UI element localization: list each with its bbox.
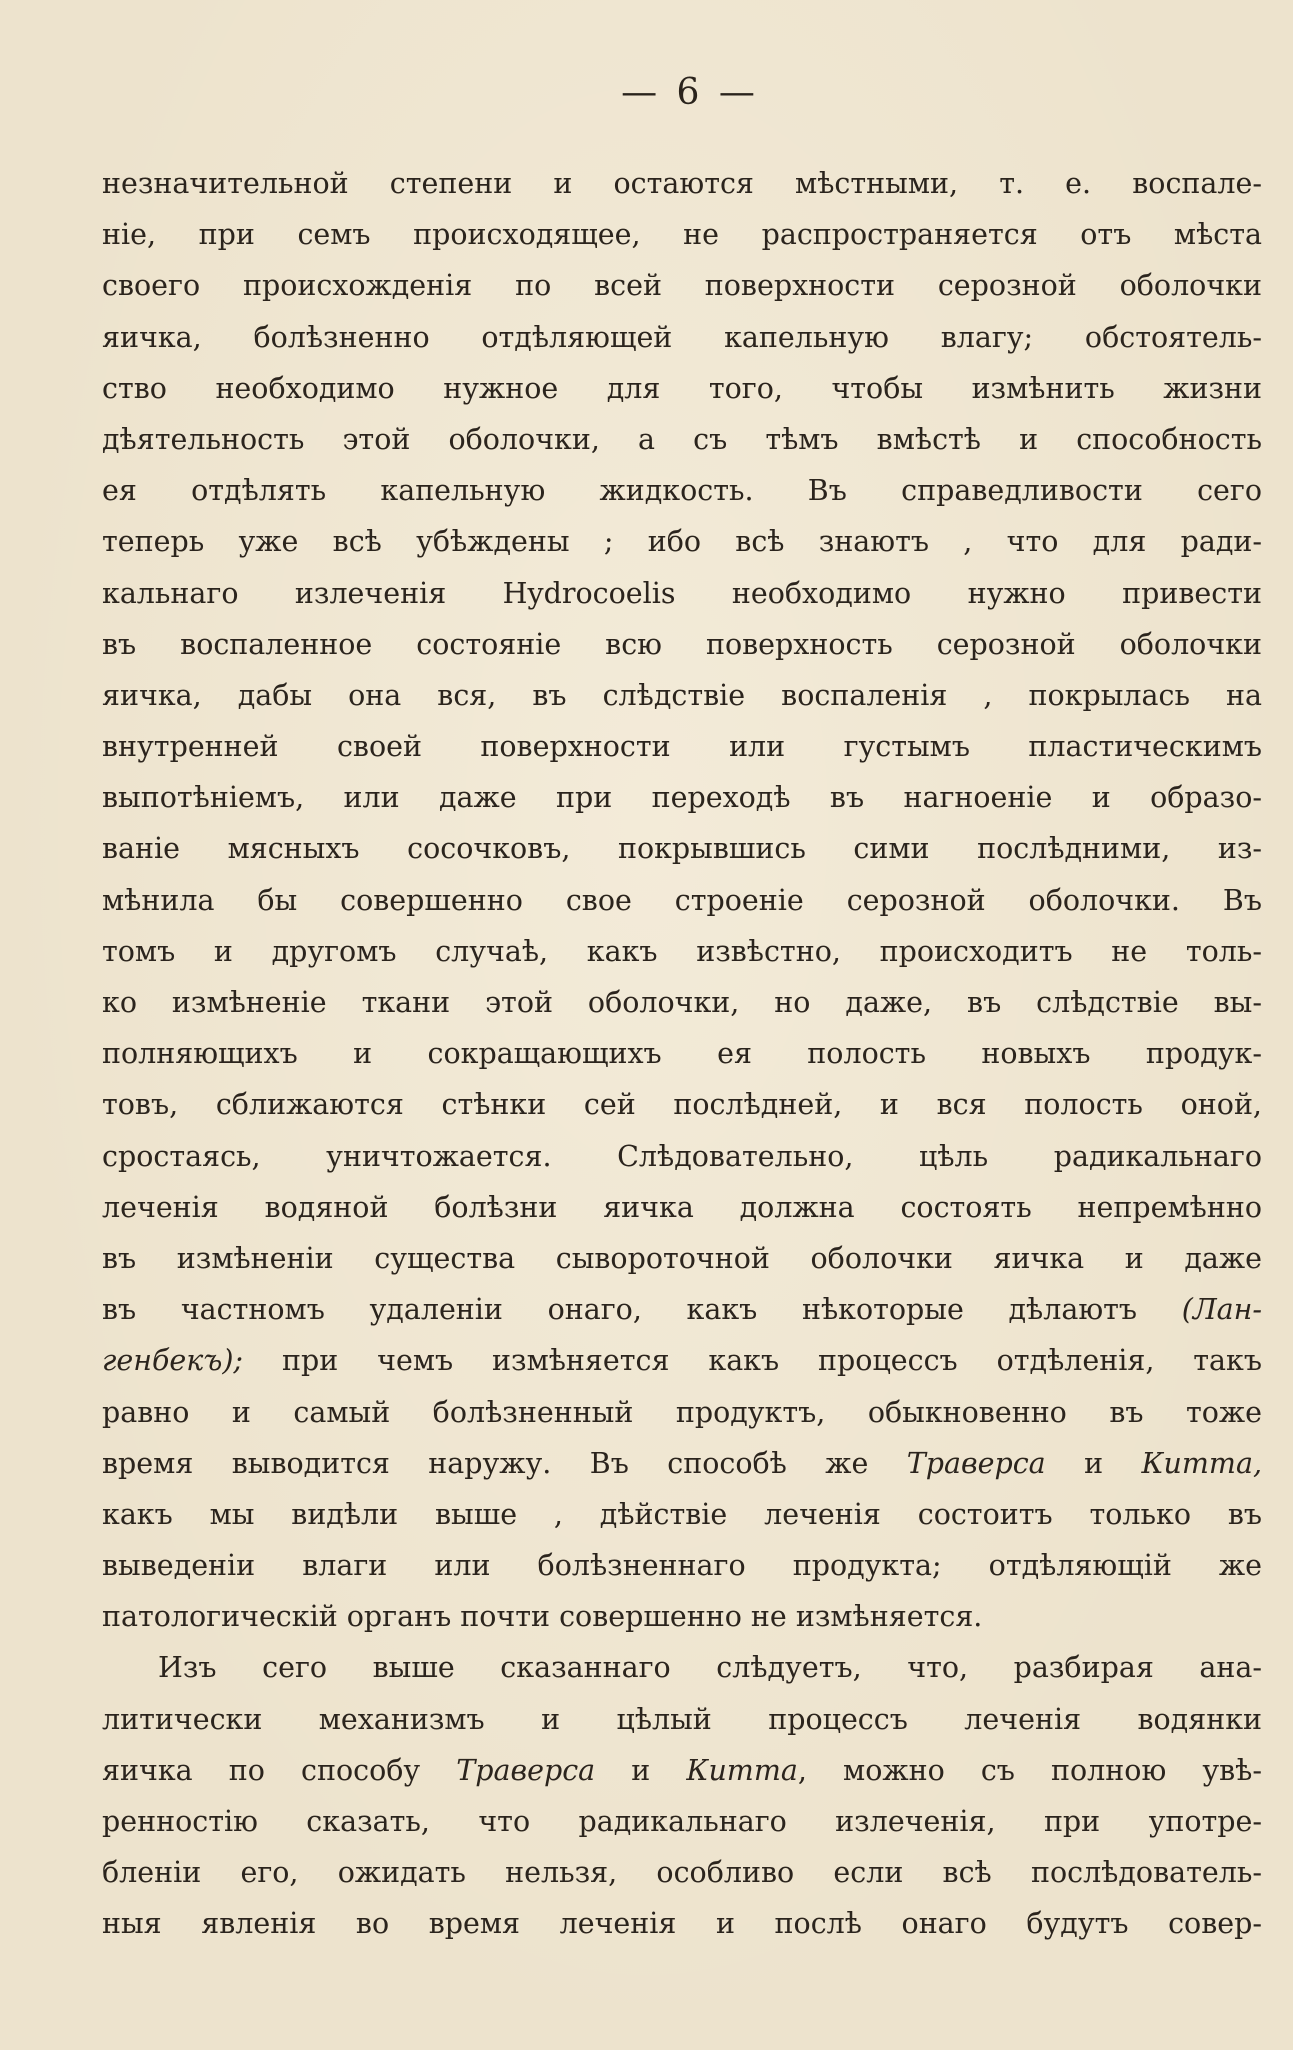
text-line bbox=[102, 1694, 1262, 1745]
text-segment: патологическій органъ почти совершенно не измѣняется. bbox=[102, 1600, 983, 1634]
text-line bbox=[102, 1745, 1262, 1796]
text-line bbox=[102, 1079, 1262, 1130]
text-line bbox=[102, 1335, 1262, 1386]
text-line bbox=[102, 1591, 1262, 1642]
italic-text: Траверса bbox=[456, 1753, 596, 1787]
text-line bbox=[102, 1131, 1262, 1182]
text-segment: ство необходимо нужное для того, чтобы измѣнить жизни bbox=[102, 371, 1262, 405]
italic-text: генбекъ); bbox=[102, 1344, 244, 1378]
italic-text: (Лан- bbox=[1181, 1293, 1262, 1327]
text-segment: какъ мы видѣли выше , дѣйствіе леченія состоитъ только въ bbox=[102, 1497, 1262, 1531]
text-line bbox=[102, 1796, 1262, 1847]
text-segment: дѣятельность этой оболочки, а съ тѣмъ вмѣстѣ и способность bbox=[102, 422, 1262, 456]
text-segment: ренностію сказать, что радикальнаго излеченія, при употре- bbox=[102, 1805, 1262, 1838]
text-segment: выпотѣніемъ, или даже при переходѣ въ нагноеніе и образо- bbox=[102, 781, 1262, 815]
text-line bbox=[102, 1387, 1262, 1438]
italic-text: Китта bbox=[686, 1753, 798, 1787]
text-segment: при чемъ измѣняется какъ процессъ отдѣленія, такъ bbox=[243, 1344, 1262, 1378]
text-segment: время выводится наружу. Въ способѣ же bbox=[102, 1446, 907, 1480]
text-line bbox=[102, 209, 1262, 260]
text-segment: литически механизмъ и цѣлый процессъ леченія водянки bbox=[102, 1702, 1262, 1736]
text-segment: теперь уже всѣ убѣждены ; ибо всѣ знаютъ , что для ради- bbox=[102, 525, 1262, 559]
text-segment: равно и самый болѣзненный продуктъ, обыкновенно въ тоже bbox=[102, 1395, 1262, 1429]
paragraph bbox=[102, 1642, 1262, 1949]
text-segment: внутренней своей поверхности или густымъ пластическимъ bbox=[102, 730, 1262, 764]
text-segment: полняющихъ и сокращающихъ ея полость новыхъ продук- bbox=[102, 1037, 1262, 1071]
text-line bbox=[102, 1028, 1262, 1079]
text-segment: своего происхожденія по всей поверхности серозной оболочки bbox=[102, 269, 1262, 303]
text-line bbox=[102, 1642, 1262, 1693]
text-segment: выведеніи влаги или болѣзненнаго продукта; отдѣляющій же bbox=[102, 1549, 1262, 1583]
text-line bbox=[102, 1233, 1262, 1284]
text-segment: ея отдѣлять капельную жидкость. Въ справедливости сего bbox=[102, 474, 1262, 508]
text-line bbox=[102, 1438, 1262, 1489]
text-line bbox=[102, 1540, 1262, 1591]
text-line bbox=[102, 568, 1262, 619]
text-segment: и bbox=[1045, 1446, 1142, 1480]
italic-text: Траверса bbox=[906, 1446, 1046, 1480]
italic-text: Китта, bbox=[1141, 1446, 1262, 1480]
text-line bbox=[102, 721, 1262, 772]
text-line bbox=[102, 823, 1262, 874]
text-line bbox=[102, 1898, 1262, 1949]
text-segment: ко измѣненіе ткани этой оболочки, но даже, въ слѣдствіе вы- bbox=[102, 986, 1262, 1019]
text-line bbox=[102, 363, 1262, 414]
text-segment: мѣнила бы совершенно свое строеніе серозной оболочки. Въ bbox=[102, 883, 1262, 917]
text-segment: въ частномъ удаленіи онаго, какъ нѣкоторые дѣлаютъ bbox=[102, 1293, 1182, 1327]
text-segment: товъ, сближаются стѣнки сей послѣдней, и вся полость оной, bbox=[102, 1088, 1262, 1122]
text-segment: томъ и другомъ случаѣ, какъ извѣстно, происходитъ не толь- bbox=[102, 934, 1262, 968]
text-segment: леченія водяной болѣзни яичка должна состоять непремѣнно bbox=[102, 1190, 1262, 1224]
text-segment: въ измѣненіи существа сывороточной оболочки яичка и даже bbox=[102, 1241, 1262, 1275]
text-segment: Изъ сего выше сказаннаго слѣдуетъ, что, разбирая ана- bbox=[158, 1651, 1262, 1685]
text-line bbox=[102, 772, 1262, 823]
text-line bbox=[102, 1489, 1262, 1540]
text-segment: ніе, при семъ происходящее, не распространяется отъ мѣста bbox=[102, 218, 1262, 252]
text-line bbox=[102, 1847, 1262, 1898]
text-line bbox=[102, 260, 1262, 311]
paragraph bbox=[102, 158, 1262, 1642]
text-segment: сростаясь, уничтожается. Слѣдовательно, цѣль радикальнаго bbox=[102, 1139, 1262, 1173]
text-segment: яичка, болѣзненно отдѣляющей капельную влагу; обстоятель- bbox=[102, 320, 1262, 354]
text-segment: ныя явленія во время леченія и послѣ онаго будутъ совер- bbox=[102, 1907, 1262, 1941]
text-segment: и bbox=[595, 1753, 687, 1787]
text-line bbox=[102, 670, 1262, 721]
text-segment: въ воспаленное состояніе всю поверхность серозной оболочки bbox=[102, 627, 1262, 661]
text-line bbox=[102, 926, 1262, 977]
text-line bbox=[102, 158, 1262, 209]
text-segment: яичка, дабы она вся, въ слѣдствіе воспаленія , покрылась на bbox=[102, 678, 1262, 712]
text-line bbox=[102, 465, 1262, 516]
text-line bbox=[102, 619, 1262, 670]
text-line bbox=[102, 516, 1262, 567]
text-segment: бленіи его, ожидать нельзя, особливо если всѣ послѣдователь- bbox=[102, 1856, 1262, 1890]
text-segment: , можно съ полною увѣ- bbox=[797, 1753, 1262, 1787]
text-segment: яичка по способу bbox=[102, 1753, 457, 1787]
text-segment: незначительной степени и остаются мѣстными, т. е. воспале- bbox=[102, 167, 1262, 200]
text-line bbox=[102, 1284, 1262, 1335]
body-text bbox=[102, 158, 1262, 1950]
page-number: — 6 — bbox=[621, 72, 759, 113]
text-segment: кальнаго излеченія Hydrocoelis необходимо нужно привести bbox=[102, 576, 1262, 610]
text-line bbox=[102, 977, 1262, 1028]
text-line bbox=[102, 312, 1262, 363]
text-line bbox=[102, 1182, 1262, 1233]
text-segment: ваніе мясныхъ сосочковъ, покрывшись сими послѣдними, из- bbox=[102, 832, 1262, 866]
text-line bbox=[102, 414, 1262, 465]
text-line bbox=[102, 875, 1262, 926]
